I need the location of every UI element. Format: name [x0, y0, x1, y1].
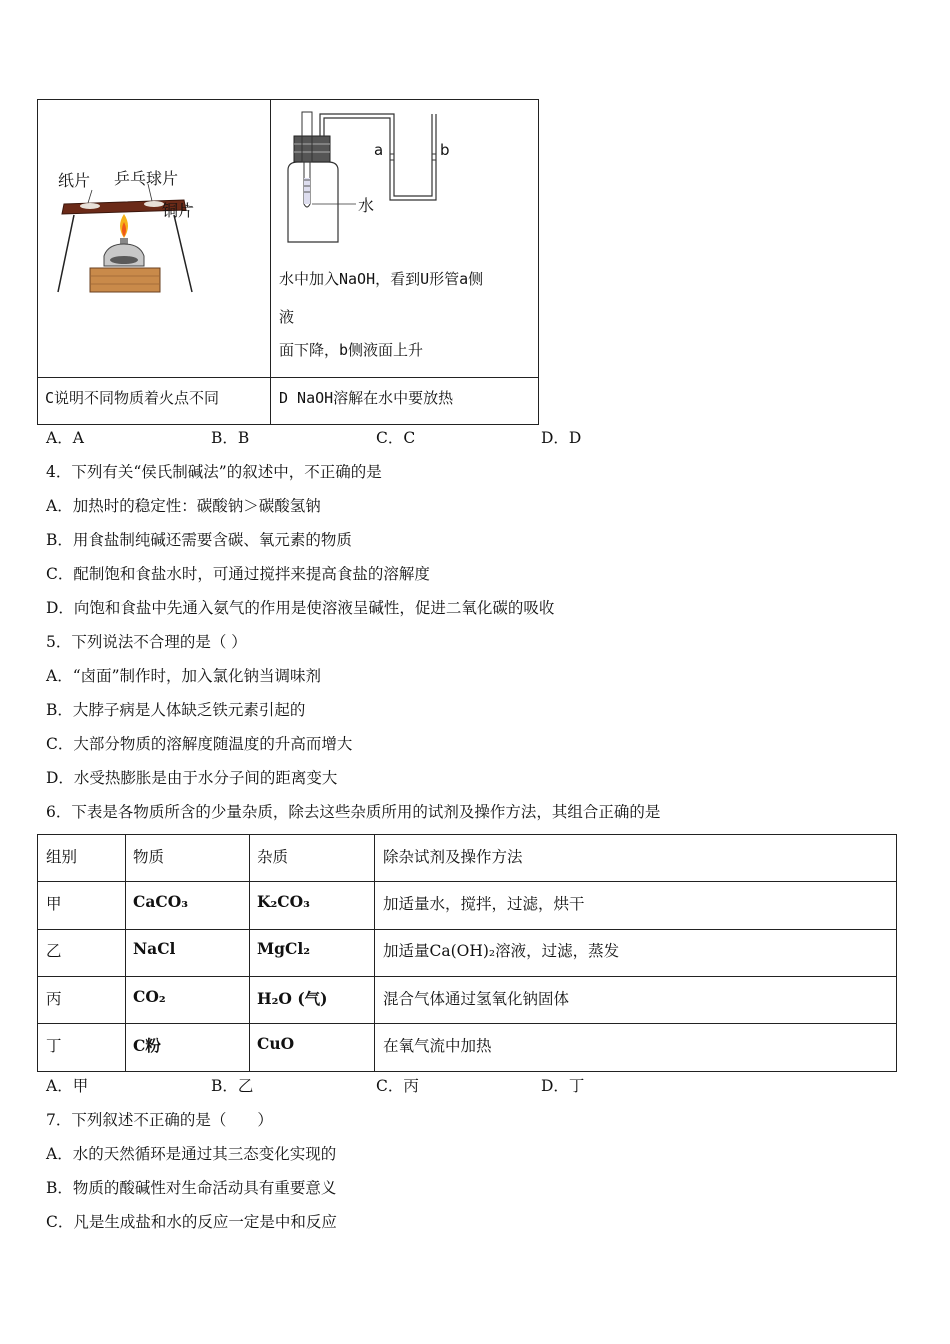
row-impurity: H₂O (气): [257, 989, 328, 1008]
q5-option-c[interactable]: C．大部分物质的溶解度随温度的升高而增大: [46, 735, 353, 753]
row-impurity: CuO: [257, 1034, 295, 1053]
q3-option-d[interactable]: D．D: [541, 429, 582, 447]
row-group: 丙: [46, 990, 62, 1008]
cell-c-caption: C说明不同物质着火点不同: [45, 389, 220, 407]
q4-option-b[interactable]: B．用食盐制纯碱还需要含碳、氧元素的物质: [46, 531, 352, 549]
q6-stem: 6．下表是各物质所含的少量杂质，除去这些杂质所用的试剂及操作方法，其组合正确的是: [46, 803, 661, 821]
q4-option-d[interactable]: D．向饱和食盐中先通入氨气的作用是使溶液呈碱性，促进二氧化碳的吸收: [46, 599, 555, 617]
header-method: 除杂试剂及操作方法: [383, 848, 523, 866]
q4-stem: 4．下列有关“侯氏制碱法”的叙述中，不正确的是: [46, 463, 382, 481]
row-impurity: MgCl₂: [257, 939, 311, 958]
row-method: 加适量水，搅拌，过滤，烘干: [383, 895, 585, 913]
cell-d-caption: D NaOH溶解在水中要放热: [279, 389, 454, 407]
q3-option-b[interactable]: B．B: [211, 429, 250, 447]
q7-stem: 7．下列叙述不正确的是（ ）: [46, 1111, 273, 1129]
row-substance: CaCO₃: [133, 892, 189, 911]
row-group: 丁: [46, 1037, 62, 1055]
label-copper: 铜片: [162, 201, 195, 220]
q3-option-a[interactable]: A．A: [46, 429, 84, 447]
q5-option-d[interactable]: D．水受热膨胀是由于水分子间的距离变大: [46, 769, 338, 787]
row-substance: NaCl: [133, 939, 176, 958]
impurity-table: [37, 834, 897, 1072]
label-pingpong: 乒乓球片: [114, 169, 179, 188]
label-water: 水: [358, 196, 375, 215]
row-impurity: K₂CO₃: [257, 892, 310, 911]
q6-option-a[interactable]: A．甲: [46, 1077, 89, 1095]
q4-option-c[interactable]: C．配制饱和食盐水时，可通过搅拌来提高食盐的溶解度: [46, 565, 430, 583]
q5-option-b[interactable]: B．大脖子病是人体缺乏铁元素引起的: [46, 701, 306, 719]
experiment-table: [37, 99, 539, 425]
row-method: 在氧气流中加热: [383, 1037, 492, 1055]
header-group: 组别: [46, 848, 78, 866]
label-a: a: [374, 141, 384, 159]
row-substance: C粉: [133, 1036, 161, 1055]
q3-option-c[interactable]: C．C: [376, 429, 416, 447]
q7-option-c[interactable]: C．凡是生成盐和水的反应一定是中和反应: [46, 1213, 337, 1231]
row-method: 混合气体通过氢氧化钠固体: [383, 990, 570, 1008]
q4-option-a[interactable]: A．加热时的稳定性：碳酸钠＞碳酸氢钠: [46, 497, 321, 515]
label-b: b: [440, 141, 450, 159]
row-method: 加适量Ca(OH)₂溶液，过滤，蒸发: [383, 942, 620, 960]
q6-option-c[interactable]: C．丙: [376, 1077, 419, 1095]
row-group: 乙: [46, 942, 62, 960]
header-substance: 物质: [133, 848, 165, 866]
header-impurity: 杂质: [257, 848, 289, 866]
q5-stem: 5．下列说法不合理的是（ ）: [46, 633, 247, 651]
q7-option-a[interactable]: A．水的天然循环是通过其三态变化实现的: [46, 1145, 337, 1163]
naoh-description-line3: 面下降，b侧液面上升: [279, 341, 424, 359]
q6-option-d[interactable]: D．丁: [541, 1077, 585, 1095]
row-group: 甲: [46, 895, 62, 913]
u-tube-apparatus-figure: [282, 106, 482, 246]
naoh-description-line1: 水中加入NaOH，看到U形管a侧: [279, 270, 484, 288]
q7-option-b[interactable]: B．物质的酸碱性对生命活动具有重要意义: [46, 1179, 337, 1197]
naoh-description-line2: 液: [279, 308, 295, 326]
row-substance: CO₂: [133, 987, 166, 1006]
label-paper: 纸片: [58, 171, 91, 190]
q6-option-b[interactable]: B．乙: [211, 1077, 254, 1095]
q5-option-a[interactable]: A．“卤面”制作时，加入氯化钠当调味剂: [46, 667, 322, 685]
